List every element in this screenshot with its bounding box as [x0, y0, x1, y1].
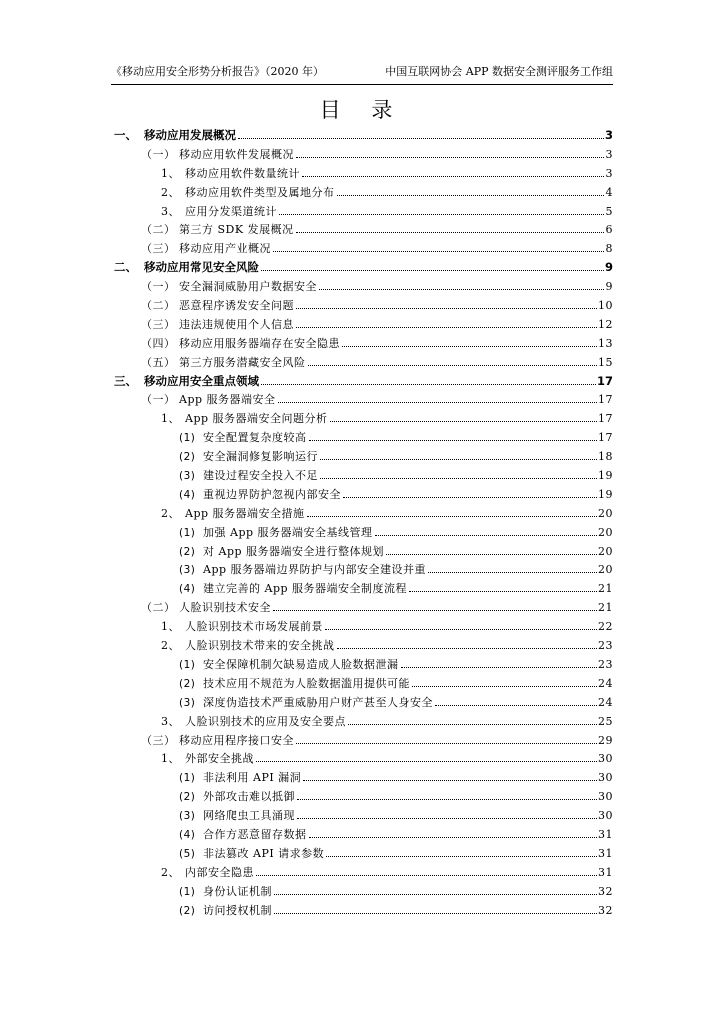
toc-entry-number: (1): [179, 885, 196, 898]
dot-leader: [337, 648, 598, 649]
toc-entry-page-number: 30: [598, 809, 613, 823]
toc-entry-number: （二）: [141, 299, 176, 313]
dot-leader: [296, 157, 604, 158]
toc-entry[interactable]: [111, 845, 613, 864]
header-organization: 中国互联网协会 APP 数据安全测评服务工作组: [385, 65, 613, 78]
toc-entry-label: 访问授权机制: [203, 903, 272, 917]
dot-leader: [307, 516, 597, 517]
toc-entry[interactable]: [111, 637, 613, 656]
toc-entry-number: (4): [179, 583, 196, 596]
toc-entry-label: App 服务器端安全问题分析: [185, 412, 328, 426]
toc-entry-number: （四）: [141, 336, 176, 350]
toc-entry-page-number: 24: [598, 695, 613, 709]
page-header: [111, 60, 613, 85]
table-of-contents: [111, 127, 613, 920]
toc-entry-number: （五）: [141, 355, 176, 369]
dot-leader: [296, 308, 597, 309]
toc-entry-number: (2): [179, 451, 196, 464]
toc-entry-label: 人脸识别技术的应用及安全要点: [185, 714, 346, 728]
toc-entry-number: (3): [179, 470, 196, 483]
dot-leader: [386, 554, 597, 555]
toc-entry-label: 安全漏洞修复影响运行: [203, 450, 318, 464]
toc-entry-page-number: 5: [605, 204, 613, 218]
toc-entry-number: (1): [179, 432, 196, 445]
toc-entry-page-number: 20: [598, 506, 613, 520]
toc-entry-number: 3、: [161, 714, 180, 728]
toc-entry-number: （三）: [141, 242, 176, 256]
toc-entry-number: (3): [179, 564, 196, 577]
toc-entry-number: 1、: [161, 412, 180, 426]
toc-entry-page-number: 9: [605, 280, 613, 294]
dot-leader: [409, 591, 597, 592]
dot-leader: [279, 214, 604, 215]
toc-entry[interactable]: [111, 694, 613, 713]
toc-entry[interactable]: [111, 713, 613, 732]
toc-entry-number: （二）: [141, 223, 176, 237]
toc-entry-label: 对 App 服务器端安全进行整体规划: [203, 544, 385, 558]
dot-leader: [319, 289, 604, 290]
toc-entry-page-number: 10: [598, 299, 613, 313]
toc-entry-label: 安全漏洞威胁用户数据安全: [179, 280, 317, 294]
dot-leader: [330, 421, 597, 422]
toc-entry-label: 内部安全隐患: [185, 865, 254, 879]
toc-entry-label: 建立完善的 App 服务器端安全制度流程: [203, 582, 408, 596]
dot-leader: [296, 743, 597, 744]
toc-entry[interactable]: [111, 656, 613, 675]
toc-entry-page-number: 31: [598, 827, 613, 841]
dot-leader: [309, 440, 598, 441]
toc-entry[interactable]: [111, 675, 613, 694]
toc-entry-label: 移动应用服务器端存在安全隐患: [179, 336, 340, 350]
toc-entry[interactable]: [111, 127, 613, 146]
toc-entry-label: 恶意程序诱发安全问题: [179, 299, 294, 313]
toc-entry[interactable]: [111, 278, 613, 297]
toc-entry-number: (2): [179, 677, 196, 690]
toc-entry-label: 第三方服务潜藏安全风险: [179, 355, 306, 369]
toc-entry-label: 身份认证机制: [203, 884, 272, 898]
toc-entry[interactable]: [111, 297, 613, 316]
toc-entry[interactable]: [111, 580, 613, 599]
toc-entry-number: 1、: [161, 166, 180, 180]
toc-entry[interactable]: [111, 203, 613, 222]
toc-entry-label: 重视边界防护忽视内部安全: [203, 487, 341, 501]
toc-entry-page-number: 31: [598, 846, 613, 860]
toc-entry[interactable]: [111, 146, 613, 165]
toc-entry-page-number: 22: [598, 620, 613, 634]
dot-leader: [302, 176, 604, 177]
dot-leader: [297, 799, 597, 800]
toc-entry-page-number: 3: [605, 147, 613, 161]
toc-entry-page-number: 21: [598, 582, 613, 596]
toc-entry-page-number: 4: [605, 185, 613, 199]
toc-entry-page-number: 20: [598, 544, 613, 558]
dot-leader: [256, 875, 597, 876]
toc-entry-number: 3、: [161, 204, 180, 218]
toc-entry-number: 1、: [161, 620, 180, 634]
toc-entry-label: 加强 App 服务器端安全基线管理: [203, 525, 373, 539]
dot-leader: [273, 610, 597, 611]
toc-entry-page-number: 30: [598, 752, 613, 766]
dot-leader: [337, 195, 605, 196]
toc-entry-page-number: 12: [598, 317, 613, 331]
toc-entry[interactable]: [111, 391, 613, 410]
toc-entry-number: (2): [179, 791, 196, 804]
toc-entry-page-number: 30: [598, 790, 613, 804]
toc-entry-page-number: 32: [598, 884, 613, 898]
toc-entry[interactable]: [111, 543, 613, 562]
toc-entry[interactable]: [111, 240, 613, 259]
dot-leader: [320, 459, 597, 460]
toc-entry-label: 安全配置复杂度较高: [203, 431, 307, 445]
toc-entry[interactable]: [111, 354, 613, 373]
toc-entry-number: （一）: [141, 280, 176, 294]
toc-entry-number: 一、: [114, 128, 137, 142]
toc-entry[interactable]: [111, 788, 613, 807]
toc-entry[interactable]: [111, 429, 613, 448]
toc-entry-page-number: 23: [598, 657, 613, 671]
dot-leader: [412, 686, 597, 687]
toc-entry-page-number: 20: [598, 563, 613, 577]
toc-entry[interactable]: [111, 335, 613, 354]
toc-entry-page-number: 18: [598, 450, 613, 464]
toc-entry[interactable]: [111, 486, 613, 505]
toc-entry-number: (1): [179, 772, 196, 785]
toc-entry[interactable]: [111, 826, 613, 845]
toc-entry[interactable]: [111, 524, 613, 543]
toc-entry-page-number: 15: [598, 355, 613, 369]
toc-entry[interactable]: [111, 750, 613, 769]
toc-entry-page-number: 3: [604, 128, 613, 142]
toc-entry-page-number: 30: [598, 771, 613, 785]
toc-entry-number: (5): [179, 847, 196, 860]
toc-entry-number: 二、: [114, 260, 137, 275]
toc-entry[interactable]: [111, 902, 613, 921]
toc-entry-page-number: 29: [598, 733, 613, 747]
toc-entry-page-number: 21: [598, 601, 613, 615]
toc-entry[interactable]: [111, 373, 613, 392]
toc-entry[interactable]: [111, 769, 613, 788]
toc-entry[interactable]: [111, 618, 613, 637]
toc-entry[interactable]: [111, 599, 613, 618]
toc-entry-label: 应用分发渠道统计: [185, 204, 277, 218]
toc-entry-number: 2、: [161, 506, 180, 520]
toc-entry-label: 移动应用常见安全风险: [144, 260, 259, 275]
toc-entry-number: （三）: [141, 733, 176, 747]
toc-entry-number: 2、: [161, 639, 180, 653]
dot-leader: [238, 138, 604, 139]
toc-entry-label: 非法利用 API 漏洞: [203, 771, 302, 785]
toc-entry[interactable]: [111, 732, 613, 751]
toc-entry-number: 1、: [161, 752, 180, 766]
toc-entry[interactable]: [111, 316, 613, 335]
dot-leader: [343, 497, 597, 498]
toc-entry-page-number: 9: [604, 260, 613, 275]
toc-entry[interactable]: [111, 505, 613, 524]
toc-entry-label: App 服务器端安全: [179, 393, 276, 407]
toc-entry-page-number: 32: [598, 903, 613, 917]
dot-leader: [274, 913, 597, 914]
dot-leader: [309, 837, 598, 838]
toc-entry-label: 合作方恶意留存数据: [203, 827, 307, 841]
toc-entry-number: (1): [179, 658, 196, 671]
toc-entry[interactable]: [111, 410, 613, 429]
dot-leader: [261, 384, 596, 385]
toc-entry-label: 移动应用软件数量统计: [185, 166, 300, 180]
header-report-title: 《移动应用安全形势分析报告》（2020 年）: [111, 65, 324, 78]
toc-entry-label: 移动应用软件类型及属地分布: [185, 185, 335, 199]
dot-leader: [274, 894, 597, 895]
toc-entry-number: 三、: [114, 373, 137, 388]
toc-entry-label: 移动应用发展概况: [144, 128, 236, 142]
toc-entry[interactable]: [111, 184, 613, 203]
toc-entry-page-number: 20: [598, 525, 613, 539]
toc-entry-page-number: 19: [598, 469, 613, 483]
toc-entry-label: 安全保障机制欠缺易造成人脸数据泄漏: [203, 657, 399, 671]
toc-entry-page-number: 31: [598, 865, 613, 879]
toc-entry-page-number: 17: [598, 431, 613, 445]
toc-entry-number: 2、: [161, 185, 180, 199]
toc-entry[interactable]: [111, 864, 613, 883]
toc-entry-number: （三）: [141, 317, 176, 331]
toc-entry-label: 人脸识别技术市场发展前景: [185, 620, 323, 634]
toc-entry-page-number: 25: [598, 714, 613, 728]
dot-leader: [308, 365, 598, 366]
toc-entry-label: 外部安全挑战: [185, 752, 254, 766]
toc-entry-number: (4): [179, 488, 196, 501]
toc-entry-label: 深度伪造技术严重威胁用户财产甚至人身安全: [203, 695, 433, 709]
dot-leader: [261, 270, 604, 271]
toc-entry-label: 建设过程安全投入不足: [203, 469, 318, 483]
toc-entry-number: 2、: [161, 865, 180, 879]
toc-entry-number: (2): [179, 904, 196, 917]
toc-entry-label: 技术应用不规范为人脸数据滥用提供可能: [203, 676, 410, 690]
dot-leader: [296, 232, 604, 233]
toc-entry-number: (1): [179, 526, 196, 539]
toc-entry-number: （一）: [141, 147, 176, 161]
toc-entry-label: 网络爬虫工具涌现: [203, 809, 295, 823]
toc-entry-label: 人脸识别技术安全: [179, 601, 271, 615]
dot-leader: [256, 761, 597, 762]
toc-entry-page-number: 17: [598, 412, 613, 426]
dot-leader: [401, 667, 598, 668]
toc-entry-number: (2): [179, 545, 196, 558]
toc-entry-page-number: 24: [598, 676, 613, 690]
dot-leader: [435, 705, 597, 706]
dot-leader: [325, 629, 597, 630]
toc-entry[interactable]: [111, 561, 613, 580]
toc-entry-label: 移动应用安全重点领域: [144, 373, 259, 388]
toc-entry-number: （一）: [141, 393, 176, 407]
toc-entry-number: (4): [179, 828, 196, 841]
toc-entry-page-number: 3: [605, 166, 613, 180]
toc-entry[interactable]: [111, 883, 613, 902]
toc-entry-page-number: 6: [605, 223, 613, 237]
toc-entry-label: 非法篡改 API 请求参数: [203, 846, 325, 860]
toc-entry-label: 第三方 SDK 发展概况: [179, 223, 294, 237]
toc-entry-label: 移动应用产业概况: [179, 242, 271, 256]
toc-entry-page-number: 17: [596, 373, 613, 388]
toc-entry-page-number: 13: [598, 336, 613, 350]
toc-entry[interactable]: [111, 807, 613, 826]
toc-entry-number: (3): [179, 696, 196, 709]
toc-entry[interactable]: [111, 467, 613, 486]
toc-entry-label: 移动应用程序接口安全: [179, 733, 294, 747]
dot-leader: [297, 818, 597, 819]
dot-leader: [428, 572, 597, 573]
toc-entry-page-number: 8: [605, 242, 613, 256]
dot-leader: [342, 346, 597, 347]
dot-leader: [348, 724, 597, 725]
dot-leader: [296, 327, 597, 328]
dot-leader: [303, 780, 597, 781]
toc-title: 目 录: [319, 98, 405, 122]
toc-entry-number: （二）: [141, 601, 176, 615]
dot-leader: [278, 402, 597, 403]
toc-entry-label: 外部攻击难以抵御: [203, 790, 295, 804]
toc-entry-page-number: 17: [598, 393, 613, 407]
dot-leader: [375, 535, 597, 536]
toc-entry[interactable]: [111, 221, 613, 240]
toc-entry[interactable]: [111, 259, 613, 278]
dot-leader: [320, 478, 597, 479]
toc-entry-label: 移动应用软件发展概况: [179, 147, 294, 161]
toc-entry[interactable]: [111, 448, 613, 467]
dot-leader: [326, 856, 597, 857]
dot-leader: [273, 251, 604, 252]
toc-entry-label: 人脸识别技术带来的安全挑战: [185, 639, 335, 653]
toc-entry-page-number: 23: [598, 639, 613, 653]
toc-entry[interactable]: [111, 165, 613, 184]
toc-entry-label: App 服务器端安全措施: [185, 506, 305, 520]
toc-entry-label: 违法违规使用个人信息: [179, 317, 294, 331]
toc-entry-label: App 服务器端边界防护与内部安全建设并重: [203, 563, 427, 577]
toc-entry-page-number: 19: [598, 487, 613, 501]
toc-entry-number: (3): [179, 810, 196, 823]
